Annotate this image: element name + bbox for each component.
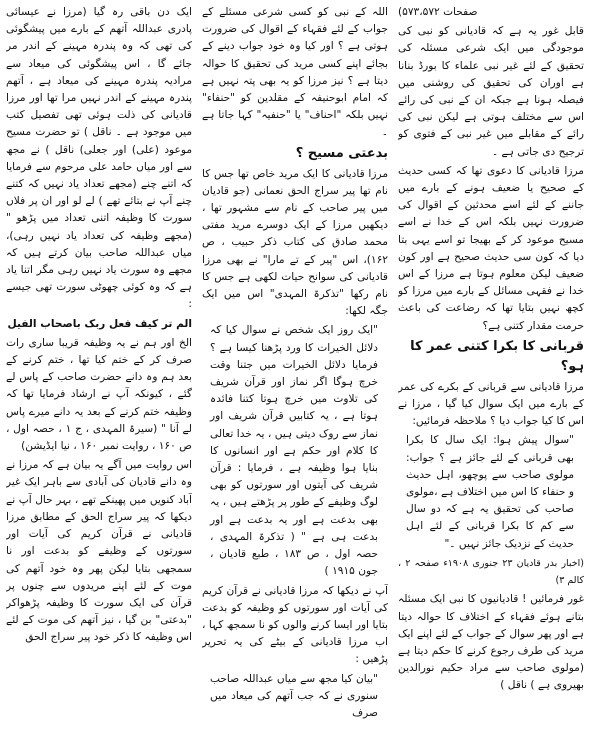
- block-quote: "بیان کیا مجھ سے میاں عبداللہ صاحب سنوری نے کہ جب آتھم کی میعاد میں صرف: [209, 672, 378, 719]
- section-heading: قربانی کا بکرا کتنی عمر کا ہو؟: [410, 338, 584, 374]
- paragraph: ایک دن باقی رہ گیا (مرزا نے عیسائی پادری عبداللہ آتھم کے بارے میں پیشگوئی کی تھی کہ وہ پندرہ مہینے کے اندر مر جائے گا ، اس پیشگوئی کی میعاد سے مرادیہ پندرہ مہینے کی میعاد ہے ، آتھم پندرہ مہینے کے اندر نہیں مرا تھا اور مرزا قادیانی کی ذلت ہوئی تھی تفصیل کتب میں موجود ہے ۔ ناقل ) تو حضرت مسیح موعود (علی) اور جعلی) ناقل ) نے مجھ سے اور میاں حامد علی مرحوم سے فرمایا کہ اتنے چنے (مجھے تعداد یاد نہیں کہ کتنے چنے آپ نے بتائے تھے ) لے لو اور ان پر فلاں سورت کا وظیفہ اتنی تعداد میں پڑھو " (مجھے وظیفہ کی تعداد یاد نہیں رہی)، میاں عبداللہ صاحب بیان کرتے ہیں کہ مجھے وہ سورت یاد نہیں رہی مگر اتنا یاد ہے کہ وہ کوئی چھوٹی سورت تھی جیسے :: [6, 6, 192, 311]
- paragraph: غور فرمائیں ! قادیانیوں کا نبی ایک مسئلہ بتانے ہوئے فقہاء کے اختلاف کا حوالہ دیتا ہے اور پھر سوال کے جواب کے لئے اپنے ایک مرید کی طرف رجوع کرنے کا حکم دیتا ہے (مولوی صاحب سے مراد حکیم نورالدین بھیروی ہے ) ناقل ): [398, 593, 584, 692]
- paragraph: الخ اور ہم نے یہ وظیفہ قریبا ساری رات صرف کر کے ختم کیا تھا ، ختم کرنے کے بعد ہم وہ دانے حضرت صاحب کے پاس لے گئے ، کیونکہ آپ نے ارشاد فرمایا تھا کہ وظیفہ ختم کرنے کے بعد یہ دانے میرے پاس لے آنا " (سیرۃ المہدی ، ج ۱ ، حصہ اول ، ص ۱۶۰ ، روایت نمبر ۱۶۰ ، نیا ایڈیشن): [6, 336, 192, 453]
- block-quote: "سوال پیش ہوا: ایک سال کا بکرا بھی قربانی کے لئے جائز ہے ؟ جواب: مولوی صاحب سے پوچھو، اہل حدیث و حنفاء کا اس میں اختلاف ہے ،مولوی صاحب کی تحقیق یہ ہے کہ دو سال سے کم کا بکرا قربانی کے لئے اہل حدیث کے نزدیک جائز نہیں ۔": [406, 434, 574, 550]
- paragraph: مرزا قادیانی سے قربانی کے بکرے کی عمر کے بارے میں ایک سوال کیا گیا ، مرزا نے اس کا کیا جواب دیا ؟ ملاحظہ فرمائیں:: [398, 380, 584, 428]
- paragraph: اللہ کے نبی کو کسی شرعی مسئلے کے جواب کے لئے فقہاء کے اقوال کی ضرورت ہوتی ہے ؟ اور کیا وہ خود جواب دینے کے بجائے اپنے کسی مرید کی تحقیق کا حوالہ دیتا ہے ؟ نیز مرزا کو یہ بھی پتہ نہیں ہے کہ امام ابوحنیفہ کے مقلدین کو "حنفاء" نہیں بلکہ "احناف" یا "حنفیہ" کہا جاتا ہے ۔: [202, 6, 388, 139]
- middle-column: [202, 4, 388, 749]
- paragraph: قابل غور یہ ہے کہ قادیانی کو نبی کی موجودگی میں ایک شرعی مسئلہ کی تحقیق کے لئے غیر نبی علماء کا بورڈ بنانا ہے اوران کی تحقیق کی روشنی میں فیصلہ ہونا ہے جبکہ ان کے نبی کی رائے اس سے مختلف ہوتی ہے لیکن نبی کی رائے کے مقابلے میں غیر نبی کے فتوی کو ترجیح دی جاتی ہے ۔: [398, 25, 584, 158]
- paragraph: اس روایت میں آگے یہ بیان ہے کہ مرزا نے وہ دانے قادیان کی آبادی سے باہر ایک غیر آباد کنویں میں پھینکے تھے ، بہر حال آپ نے دیکھا کہ پیر سراج الحق کے مطابق مرزا قادیانی نے قرآن کریم کی آیات اور سورتوں کے وظیفے کو بدعت اور نا سمجھی بتایا لیکن پھر وہ خود آتھم کی موت کے لئے اپنے مریدوں سے چنوں پر قرآن کی ایک سورت کا وظیفہ پڑھواکر "بدعتی" بن گیا ، نیز آتھم کی موت کے لئے اس وظیفہ کا ذکر خود پیر سراج الحق: [6, 459, 192, 644]
- section-heading: بدعتی مسیح ؟: [295, 145, 388, 161]
- quran-verse: الم تر کیف فعل ربک باصحاب الفیل: [7, 317, 192, 330]
- paragraph: مرزا قادیانی کا ایک مرید خاص تھا جس کا نام تھا پیر سراج الحق نعمانی (جو قادیان میں پیر صاحب کے نام سے مشہور تھا ، دیکھیں مرزا کے ایک دوسرے مرید مفتی محمد صادق کی کتاب ذکر حبیب ، ص ۱۶۲)، اس "پیر کے تے مارا" نے بھی مرزا قادیانی کی سوانح حیات لکھی ہے جس کا نام رکھا "تذکرۃ المہدی" اس میں ایک جگہ لکھا:: [202, 167, 388, 318]
- citation: (اخبار بدر قادیان ۲۳ جنوری ۱۹۰۸ء صفحہ ۲ ، کالم ۳): [398, 557, 584, 587]
- left-column: [6, 4, 192, 749]
- paragraph: آپ نے دیکھا کہ مرزا قادیانی نے قرآن کریم کی آیات اور سورتوں کو وظیفہ کو بدعت بتایا اور ایسا کرنے والوں کو نا سمجھ کہا ، اب مرزا قادیانی کے بیٹے کی یہ تحریر پڑھیں :: [202, 584, 388, 666]
- page-reference: صفحات ۵۷۳،۵۷۲): [398, 6, 478, 18]
- block-quote: "ایک روز ایک شخص نے سوال کیا کہ دلائل الخیرات کا ورد پڑھنا کیسا ہے ؟ فرمایا دلائل الخیرات میں جتنا وقت خرچ ہوگا اگر نماز اور قرآن شریف کی تلاوت میں خرچ ہوتا کتنا فائدہ ہوتا ہے ، یہ کتابیں قرآن شریف اور نماز سے روک دیتی ہیں ، یہ خدا تعالی کا کلام اور حکم ہے اور انسانوں کا بنایا ہوا وظیفہ ہے ، فرمایا : قرآن شریف کی آیتوں اور سورتوں کو بھی لوگ وظیفے کے طور پر پڑھتے ہیں ، یہ بھی بدعت ہے اور یہ بدعت ہے اور بدعت ہی ہے " ( تذکرۃ المہدی ، حصہ اول ، ص ۱۸۳ ، طبع قادیان ، جون ۱۹۱۵ ): [210, 324, 378, 578]
- paragraph: مرزا قادیانی کا دعوی تھا کہ کسی حدیث کے صحیح یا ضعیف ہونے کے بارے میں جاننے کے لئے اسے محدثین کے اقوال کی ضرورت نہیں بلکہ اس کے خدا نے اسے مسیح موعود کر کے بھیجا تو اسے یہی بتا دیا کہ کون سی حدیث صحیح ہے اور کون ضعیف لیکن معلوم ہوتا ہے مرزا کے اس خدا نے فقہی مسائل کے بارے میں مرزا کو کچھ نہیں بتایا تھا کہ رضاعت کی باعث حرمت مقدار کتنی ہے؟: [398, 164, 584, 332]
- right-column: [398, 4, 584, 749]
